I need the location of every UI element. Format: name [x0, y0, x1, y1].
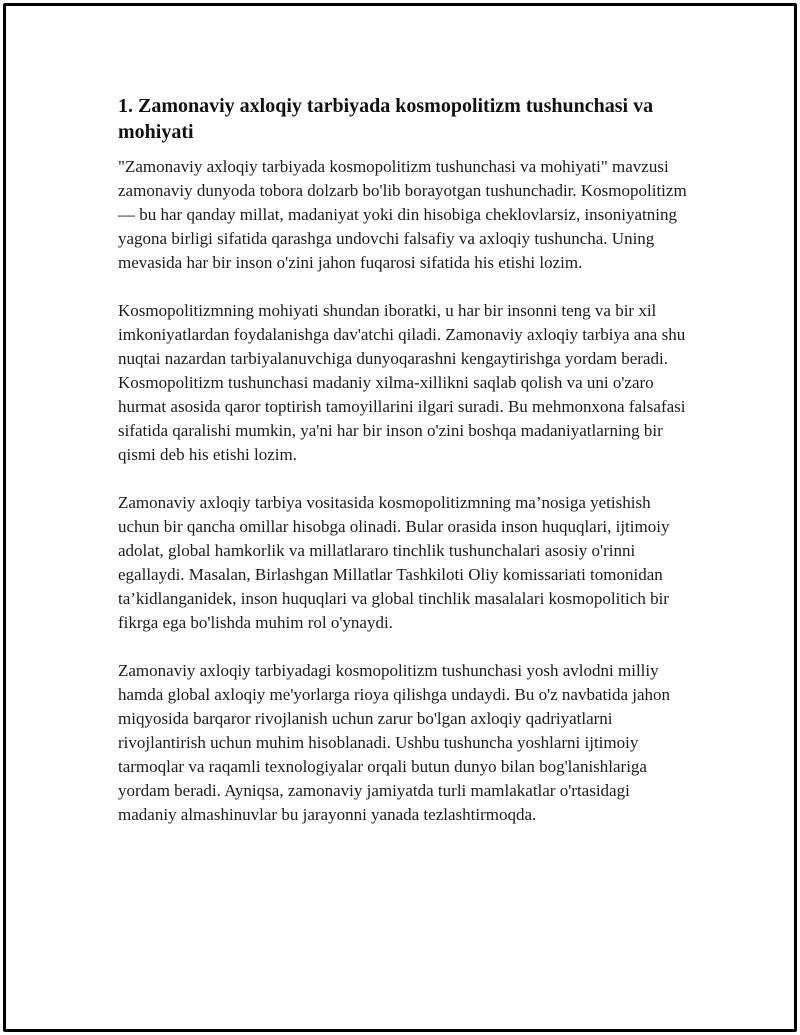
- paragraph-4: Zamonaviy axloqiy tarbiyadagi kosmopolitizm tushunchasi yosh avlodni milliy hamda global axloqiy me'yorlarga rioya qilishga undaydi. Bu o'z navbatida jahon miqyosida barqaror rivojlanish uchun zarur bo'lgan axloqiy qadriyatlarni rivojlantirish uchun muhim hisoblanadi. Ushbu tushuncha yoshlarni ijtimoiy tarmoqlar va raqamli texnologiyalar orqali butun dunyo bilan bog'lanishlariga yordam beradi. Ayniqsa, zamonaviy jamiyatda turli mamlakatlar o'rtasidagi madaniy almashinuvlar bu jarayonni yanada tezlashtirmoqda.: [118, 661, 671, 824]
- paragraph-1: "Zamonaviy axloqiy tarbiyada kosmopolitizm tushunchasi va mohiyati" mavzusi zamonaviy dunyoda tobora dolzarb bo'lib borayotgan tushunchadir. Kosmopolitizm — bu har qanday millat, madaniyat yoki din hisobiga cheklovlarsiz, insoniyatning yagona birligi sifatida qarashga undovchi falsafiy va axloqiy tushuncha. Uning mevasida har bir inson o'zini jahon fuqarosi sifatida his etishi lozim.: [118, 157, 687, 272]
- paragraph-2: Kosmopolitizmning mohiyati shundan iboratki, u har bir insonni teng va bir xil imkoniyatlardan foydalanishga dav'atchi qiladi. Zamonaviy axloqiy tarbiya ana shu nuqtai nazardan tarbiyalanuvchiga dunyoqarashni kengaytirishga yordam beradi. Kosmopolitizm tushunchasi madaniy xilma-xillikni saqlab qolish va uni o'zaro hurmat asosida qaror toptirish tamoyillarini ilgari suradi. Bu mehmonxona falsafasi sifatida qaralishi mumkin, ya'ni har bir inson o'zini boshqa madaniyatlarning bir qismi deb his etishi lozim.: [118, 301, 686, 464]
- section-heading: 1. Zamonaviy axloqiy tarbiyada kosmopolitizm tushunchasi va mohiyati: [118, 95, 654, 143]
- paragraph-3: Zamonaviy axloqiy tarbiya vositasida kosmopolitizmning ma’nosiga yetishish uchun bir qancha omillar hisobga olinadi. Bular orasida inson huquqlari, ijtimoiy adolat, global hamkorlik va millatlararo tinchlik tushunchalari asosiy o'rinni egallaydi. Masalan, Birlashgan Millatlar Tashkiloti Oliy komissariati tomonidan ta’kidlanganidek, inson huquqlari va global tinchlik masalalari kosmopolitich bir fikrga ega bo'lishda muhim rol o'ynaydi.: [118, 493, 670, 632]
- document-body: [118, 93, 690, 851]
